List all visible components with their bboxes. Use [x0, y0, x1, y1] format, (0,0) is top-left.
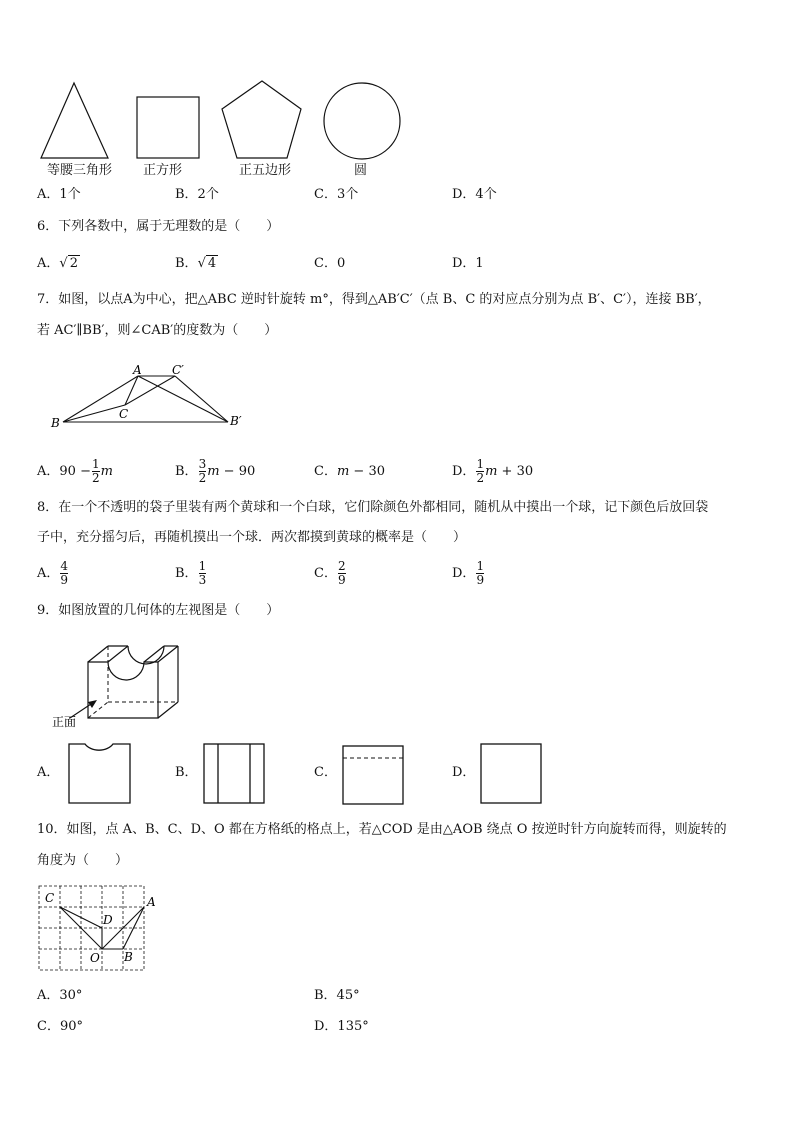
q10-option-d[interactable]: D．135°: [314, 1019, 369, 1034]
q6-option-d[interactable]: D．1: [452, 256, 484, 271]
q7-option-b-prefix: B．: [175, 464, 198, 479]
grid-point-label-c: C: [45, 891, 55, 905]
q9-solid-figure: [50, 632, 190, 732]
shape-label-square: 正方形: [143, 163, 183, 178]
view-d-plain-square[interactable]: [481, 744, 541, 803]
q7-option-c-variable: m: [336, 464, 350, 479]
q6-option-a-prefix: A．: [37, 256, 60, 271]
sqrt-symbol-icon: √: [197, 256, 206, 271]
front-view-label: 正面: [52, 715, 77, 729]
q7-option-d-prefix: D．: [452, 464, 476, 479]
q10-grid-figure: [30, 880, 190, 975]
solid-right-bottom-edge: [158, 702, 178, 718]
q8-option-a-denominator: 9: [60, 573, 69, 587]
q6-option-b[interactable]: [175, 256, 218, 272]
solid-top-left-edge: [88, 646, 108, 662]
q9-option-a-letter[interactable]: A．: [37, 765, 60, 780]
q7-option-d-fraction: [476, 458, 484, 485]
q7-option-d-numerator: 1: [476, 457, 485, 471]
q8-stem-line1: 8．在一个不透明的袋子里装有两个黄球和一个白球，它们除颜色外都相同，随机从中摸出一个球，记下颜色后放回袋: [37, 500, 709, 515]
q7-stem-line2: 若 AC′∥BB′，则∠CAB′的度数为（ ）: [37, 323, 278, 338]
q8-option-a-numerator: 4: [60, 559, 69, 573]
q8-option-b-denominator: 3: [198, 573, 207, 587]
point-label-cprime: C′: [172, 363, 184, 377]
q9-option-b-letter[interactable]: B．: [175, 765, 198, 780]
regular-pentagon-shape: [222, 81, 301, 158]
q8-option-a[interactable]: [37, 557, 69, 591]
grid-point-label-b: B: [124, 950, 133, 964]
q7-option-b-fraction: [199, 458, 207, 485]
q7-option-d-denominator: 2: [476, 471, 485, 485]
q8-option-b-prefix: B．: [175, 566, 198, 581]
q7-option-b-numerator: 3: [198, 457, 207, 471]
q8-option-d-denominator: 9: [476, 573, 485, 587]
q7-option-c-prefix: C．: [314, 464, 337, 479]
q8-option-c-numerator: 2: [337, 559, 346, 573]
q7-option-a-lead: 90 −: [59, 464, 91, 479]
circle-shape: [324, 83, 400, 159]
q5-option-d[interactable]: D．4个: [452, 187, 497, 202]
q5-option-c[interactable]: C．3个: [314, 187, 359, 202]
point-label-c: C: [119, 407, 129, 421]
q7-rotation-figure: [45, 365, 265, 435]
solid-front-face: [88, 662, 158, 718]
q8-option-a-fraction: [60, 560, 68, 587]
q9-option-d-letter[interactable]: D．: [452, 765, 476, 780]
q7-option-a-denominator: 2: [91, 471, 100, 485]
square-shape: [137, 97, 199, 158]
sqrt-symbol-icon: √: [59, 256, 68, 271]
q7-option-a[interactable]: [37, 455, 113, 489]
q7-option-b-denominator: 2: [198, 471, 207, 485]
q10-option-c[interactable]: C．90°: [37, 1019, 83, 1034]
q10-stem-line1: 10．如图，点 A、B、C、D、O 都在方格纸的格点上，若△COD 是由△AOB 绕点 O 按逆时针方向旋转而得，则旋转的: [37, 822, 727, 837]
q10-option-a[interactable]: A．30°: [37, 988, 83, 1003]
q8-option-c-prefix: C．: [314, 566, 337, 581]
q7-option-a-fraction: [92, 458, 100, 485]
grid-point-label-o: O: [90, 951, 100, 965]
q8-option-b-fraction: [199, 560, 207, 587]
q7-option-c-tail: − 30: [349, 464, 385, 479]
q8-option-c-denominator: 9: [337, 573, 346, 587]
q5-option-a[interactable]: A．1个: [37, 187, 81, 202]
q8-option-a-prefix: A．: [37, 566, 60, 581]
q6-stem: 6．下列各数中，属于无理数的是（ ）: [37, 219, 280, 234]
q6-option-a-radicand: 2: [69, 256, 78, 271]
front-arrow-head-icon: [88, 700, 97, 708]
view-c-dashed-line[interactable]: [343, 746, 403, 804]
view-b-vertical-lines[interactable]: [204, 744, 264, 803]
q7-option-a-numerator: 1: [91, 457, 100, 471]
q7-option-d-variable: m: [485, 464, 498, 479]
q7-option-d-tail: + 30: [497, 464, 534, 479]
view-a-arc-notch[interactable]: [69, 744, 130, 803]
q9-stem: 9．如图放置的几何体的左视图是（ ）: [37, 603, 280, 618]
q5-shapes-figure: [0, 0, 794, 200]
q7-stem-line1: 7．如图，以点A为中心，把△ABC 逆时针旋转 m°，得到△AB′C′（点 B、C 的对应点分别为点 B′、C′），连接 BB′，: [37, 292, 711, 307]
shape-label-circle: 圆: [354, 163, 368, 178]
q10-stem-line2: 角度为（ ）: [37, 853, 129, 868]
q8-option-b-numerator: 1: [198, 559, 207, 573]
q7-option-a-variable: m: [100, 464, 113, 479]
q6-option-a[interactable]: [37, 256, 80, 272]
q8-option-d-fraction: [476, 560, 484, 587]
q8-option-d-prefix: D．: [452, 566, 476, 581]
q7-option-b-variable: m: [207, 464, 220, 479]
grid-point-label-a: A: [147, 895, 156, 909]
q8-stem-line2: 子中，充分摇匀后，再随机摸出一个球．两次都摸到黄球的概率是（ ）: [37, 530, 467, 545]
grid-point-label-d: D: [103, 913, 113, 927]
segment-b-c: [63, 405, 125, 422]
q6-option-c[interactable]: C．0: [314, 256, 346, 271]
point-label-a: A: [133, 363, 142, 377]
q10-option-b[interactable]: B．45°: [314, 988, 360, 1003]
q5-option-b[interactable]: B．2个: [175, 187, 219, 202]
q7-option-b-tail: − 90: [219, 464, 256, 479]
q6-option-b-radicand: 4: [207, 256, 217, 271]
q9-option-c-letter[interactable]: C．: [314, 765, 337, 780]
shape-label-triangle: 等腰三角形: [47, 163, 113, 178]
isosceles-triangle-shape: [41, 83, 108, 158]
q8-option-c-fraction: [338, 560, 346, 587]
solid-arc-left-join: [108, 646, 128, 662]
q6-option-b-prefix: B．: [175, 256, 198, 271]
q8-option-b[interactable]: [175, 557, 207, 591]
q7-option-b[interactable]: [175, 455, 255, 489]
q8-option-d[interactable]: [452, 557, 485, 591]
point-label-b: B: [51, 416, 60, 430]
q7-option-a-prefix: A．: [37, 464, 60, 479]
shape-label-pentagon: 正五边形: [239, 163, 292, 178]
q7-option-c[interactable]: [314, 455, 385, 489]
point-label-bprime: B′: [230, 414, 242, 428]
q8-option-d-numerator: 1: [476, 559, 485, 573]
q7-option-d[interactable]: [452, 455, 533, 489]
q8-option-c[interactable]: [314, 557, 347, 591]
q9-option-views[interactable]: [0, 740, 794, 810]
